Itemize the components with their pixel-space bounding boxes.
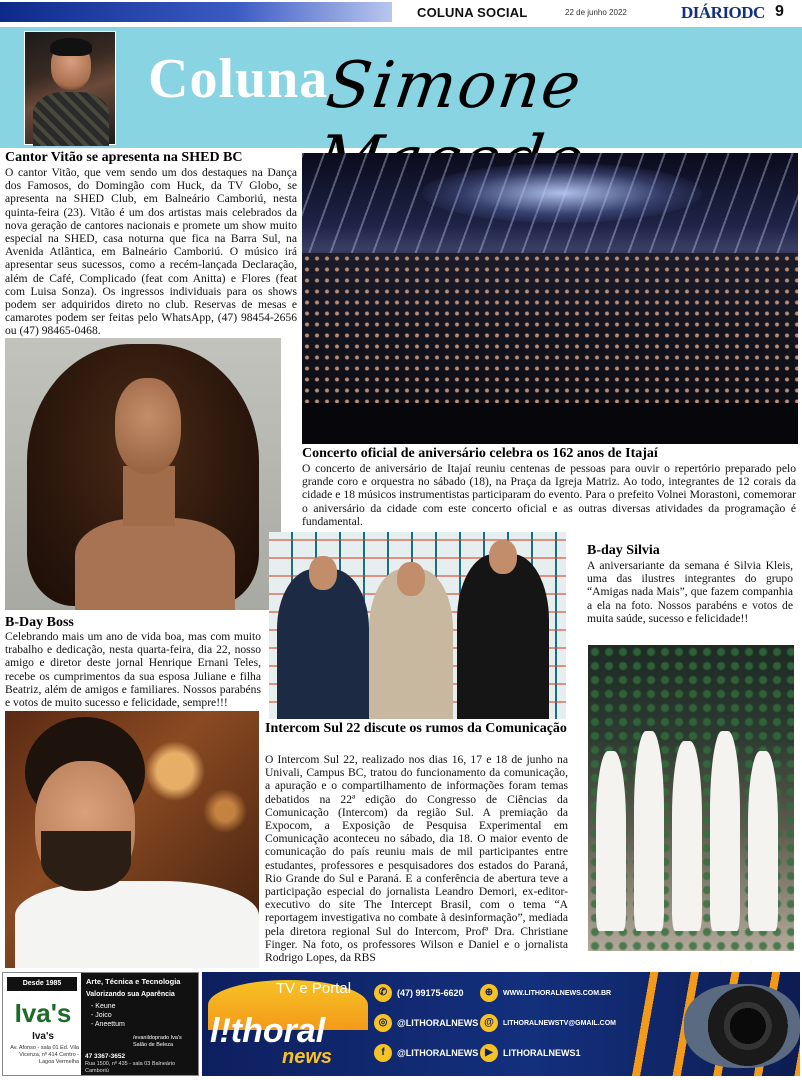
lithoral-tagline: TV e Portal [276, 980, 352, 997]
silvia-group-photo [588, 645, 794, 951]
article-bday-boss-text: Celebrando mais um ano de vida boa, mas com muito trabalho e dedicação, nesta quarta-feira, dia 22, nosso amigo e diretor deste jornal Henrique Ernani Teles, recebe os cumprimentos da sua esposa Juliane e filha Beatriz, além de amigos e familiares. Nossos parabéns e votos de muito sucesso e felicidade, sempre!!! [5, 630, 261, 710]
header-color-bar [0, 2, 392, 22]
vitao-photo [5, 338, 281, 610]
lithoral-whatsapp-number: (47) 99175-6620 [397, 988, 464, 998]
page-number: 9 [775, 3, 784, 20]
ad-ivas-brand: Iva's [32, 1031, 54, 1042]
banner-columnist-name: Simone [322, 49, 588, 123]
article-concerto-text: O concerto de aniversário de Itajaí reuniu centenas de pessoas para ouvir o repertório preparado pelo grande coro e orquestra no sábado (18), na Praça da Igreja Matriz. Ao todo, integrantes de 12 corais da cidade e 18 músicos instrumentistas participaram do evento. Para o prefeito Volnei Morastoni, comemorar o aniversário da cidade com este concerto oficial e as outras diversas atividades da programação é fundamental. [302, 462, 796, 528]
banner-word-coluna: Coluna [148, 48, 329, 110]
lithoral-logo-top: l!thoral [210, 1012, 326, 1050]
article-vitao-text: O cantor Vitão, que vem sendo um dos destaques na Dança dos Famosos, do Domingão com Huck, da TV Globo, se apresenta na SHED Club, em Balneário Camboriú, nesta quinta-feira (23). Vitão é um dos artistas mais celebrados da nova geração de cantores nacionais e promete um show muito especial na SHED, casa noturna que fica na Barra Sul, na Avenida Atlântica, em Balneário Camboriú. O músico irá apresentar seus sucessos, como a recém-lançada Declaração, além de Café, Complicado (feat com Anitta) e Flores (feat com Luisa Sonza). Os ingressos individuais para os shows podem ser adquiridos direto no club. Reservas de mesas e camarotes podem ser feitas pelo WhatsApp, (47) 98454-2656 ou (47) 98465-0468. [5, 166, 297, 338]
lithoral-whatsapp [374, 984, 464, 1002]
lithoral-instagram [374, 1014, 478, 1032]
ad-ivas-brand-list [91, 1002, 151, 1029]
concert-photo [302, 153, 798, 444]
lithoral-logo-bottom: news [282, 1046, 333, 1068]
columnist-photo [24, 31, 116, 145]
article-silvia-text: A aniversariante da semana é Silvia Kleis, uma das ilustres integrantes do grupo “Amigas nada Mais”, que fazem companhia a ela na foto. Nossos parabéns e votos de muita saúde, sucesso e felicidade!! [587, 559, 793, 625]
youtube-icon: ▶ [480, 1044, 498, 1062]
issue-date: 22 de junho 2022 [565, 8, 627, 17]
lithoral-email [480, 1014, 616, 1032]
boss-photo [5, 711, 259, 968]
lithoral-email-address: LITHORALNEWSTV@GMAIL.COM [503, 1019, 616, 1027]
article-concerto-title: Concerto oficial de aniversário celebra os 162 anos de Itajaí [302, 446, 658, 461]
ad-ivas-brand-item: - Keune [91, 1003, 116, 1010]
lithoral-youtube [480, 1044, 581, 1062]
ad-ivas-address-2: Rua 1500, nº 435 - sala 03 Balneário Camboriú [85, 1061, 176, 1074]
whatsapp-icon: ✆ [374, 984, 392, 1002]
ad-lithoral-news [202, 972, 800, 1076]
lithoral-website-url: WWW.LITHORALNEWS.COM.BR [503, 989, 612, 997]
ad-ivas-phone: 47 3367-3652 [85, 1053, 126, 1060]
email-icon: @ [480, 1014, 498, 1032]
ad-ivas-subheadline: Valorizando sua Aparência [86, 991, 175, 998]
lithoral-website [480, 984, 611, 1002]
instagram-icon: ◎ [374, 1014, 392, 1032]
ad-ivas-headline: Arte, Técnica e Tecnologia [86, 977, 181, 986]
ad-ivas-brand-item: - Aneettum [91, 1021, 125, 1028]
newspaper-name: DIÁRIODC [681, 3, 765, 22]
section-title: COLUNA SOCIAL [417, 5, 528, 20]
ad-ivas-brand-item: - Joico [91, 1012, 112, 1019]
lithoral-facebook-handle: @LITHORALNEWS [397, 1048, 479, 1058]
globe-icon: ⊕ [480, 984, 498, 1002]
lithoral-instagram-handle: @LITHORALNEWS [397, 1018, 479, 1028]
column-banner [0, 27, 802, 148]
lithoral-youtube-channel: LITHORALNEWS1 [503, 1048, 581, 1058]
ad-ivas-address: Av. Afonso - sala 01 Ed. Vila Vicenza, nº 414 Centro - Lagoa Vermelha [10, 1045, 79, 1065]
page-header [0, 0, 802, 27]
article-vitao-title: Cantor Vitão se apresenta na SHED BC [5, 150, 243, 165]
lithoral-facebook [374, 1044, 478, 1062]
article-intercom-text: O Intercom Sul 22, realizado nos dias 16, 17 e 18 de junho na Univali, Campus BC, tratou do funcionamento da comunicação, a apuração e o compartilhamento de informações foram temas debatidos na 22ª edição do Congresso de Ciências da Comunicação (Intercom) da região Sul. A premiação da Expocom, a Exposição de Pesquisa Experimental em Comunicação aconteceu no sábado, dia 18. O maior evento de comunicação do país reuniu mais de mil participantes entre estudantes, professores e pesquisadores dos estados do Paraná, Rio Grande do Sul e Paraná. E a conferência de abertura teve a participação especial do jornalista Leandro Demori, ex-editor-executivo do site The Intercept Brasil, com o tema “A reportagem investigativa no combate à desinformação”, mediada pela diretora regional Sul do Intercom, Profª Dra. Christiane Finger. Na foto, os professores Wilson e Daniel e o jornalista Rodrigo Lopes, da RBS [265, 753, 568, 965]
article-intercom-title: Intercom Sul 22 discute os rumos da Comunicação [265, 721, 567, 736]
ad-ivas-since: Desde 1985 [7, 977, 77, 991]
ad-ivas-logo: Iva's [14, 998, 72, 1028]
article-silvia-title: B-day Silvia [587, 543, 660, 558]
intercom-photo [269, 532, 566, 719]
article-bday-boss-title: B-Day Boss [5, 615, 74, 630]
facebook-icon: f [374, 1044, 392, 1062]
camera-lens-icon [684, 984, 800, 1068]
ad-ivas-social: /evanildoprado Iva's Salão de Beleza [133, 1035, 182, 1048]
ad-ivas-salon [2, 972, 199, 1076]
